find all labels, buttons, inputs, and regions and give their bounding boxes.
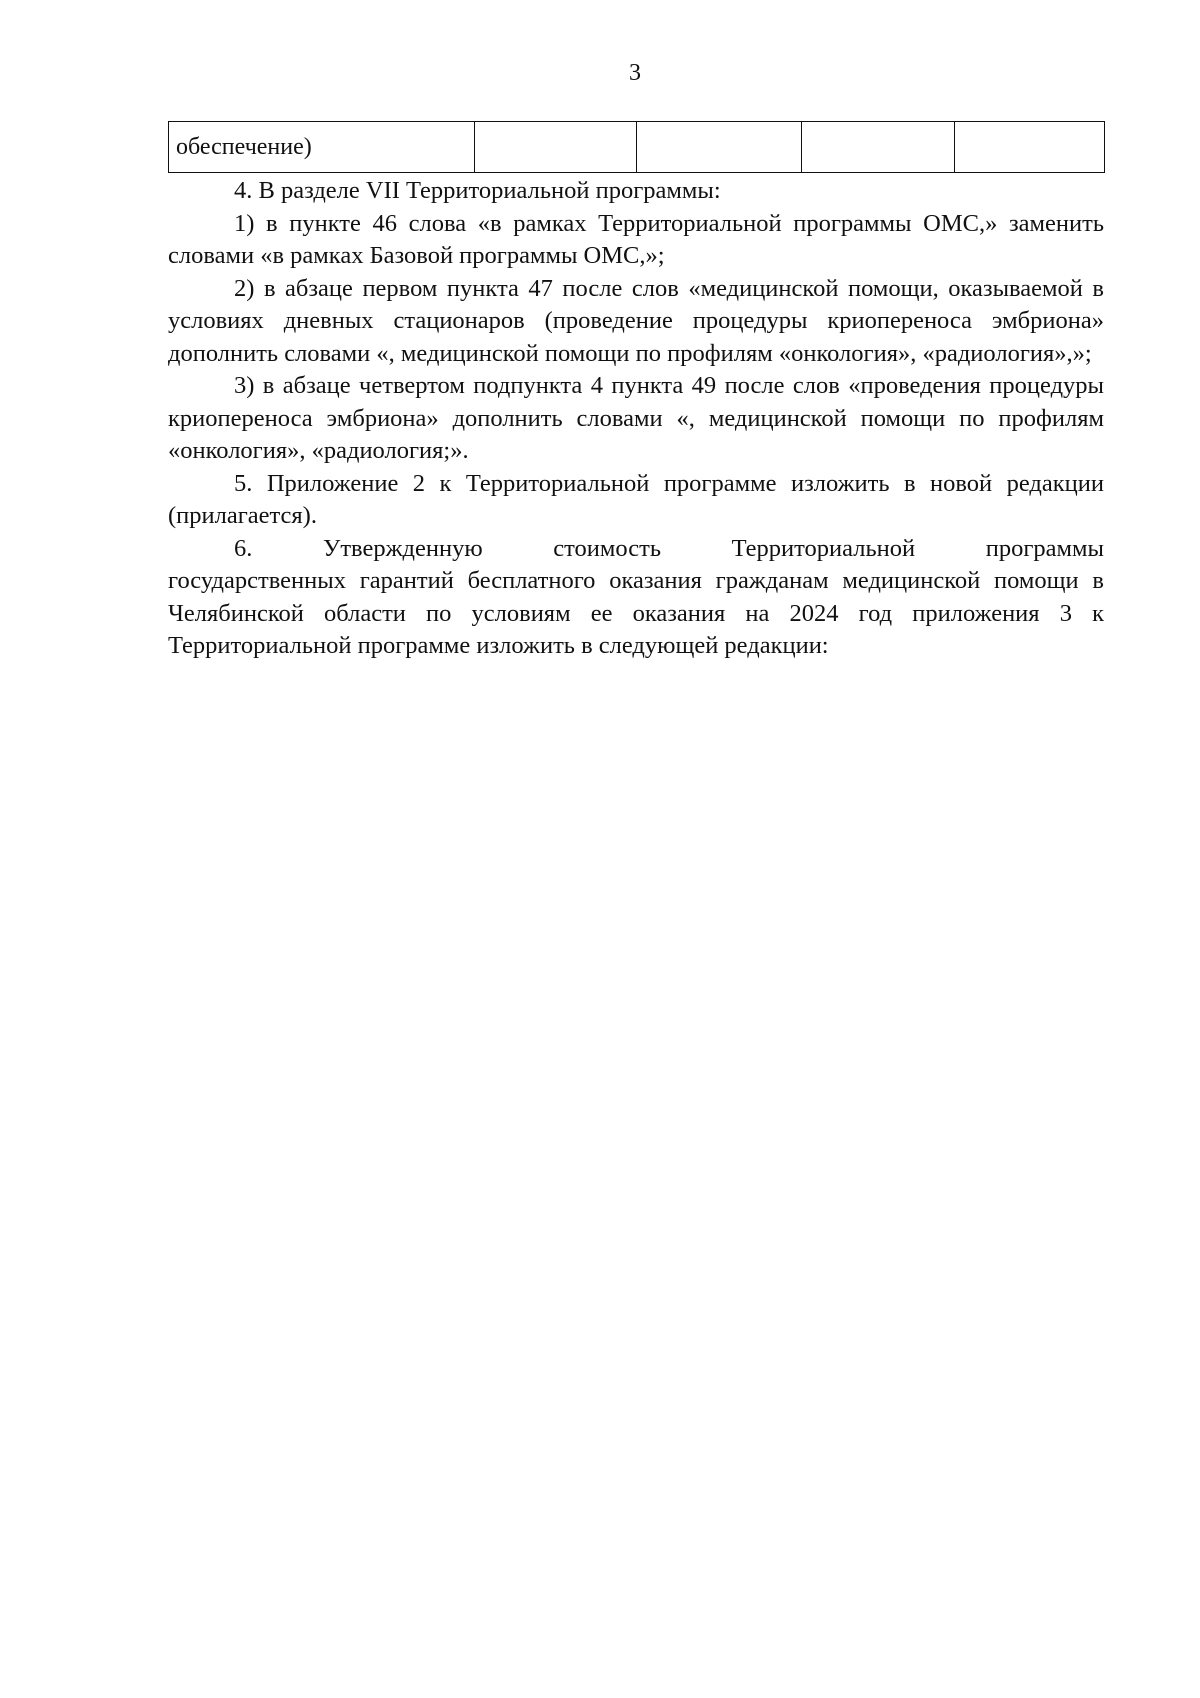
table-cell [802, 122, 955, 173]
word: программы [985, 534, 1104, 562]
word: стоимость [553, 534, 661, 562]
paragraph-item-2: 2) в абзаце первом пункта 47 после слов «медицинской помощи, оказываемой в условиях дневных стационаров (проведение процедуры криопереноса эмбриона» дополнить словами «, медицинской помощи по профилям «онкология», «радиология»,»; [168, 274, 1104, 367]
document-body [168, 175, 1104, 663]
word: Территориальной [731, 534, 916, 562]
page-number: 3 [629, 60, 641, 86]
table-cell [475, 122, 637, 173]
word: 6. [234, 534, 253, 562]
paragraph-section-5: 5. Приложение 2 к Территориальной программе изложить в новой редакции (прилагается). [168, 469, 1104, 529]
paragraph-section-4: 4. В разделе VII Территориальной программы: [234, 177, 721, 204]
continuation-table [168, 121, 1105, 173]
paragraph-section-6-first-line [168, 533, 1104, 566]
paragraph-section-6-rest: государственных гарантий бесплатного оказания гражданам медицинской помощи в Челябинской области по условиям ее оказания на 2024 год приложения 3 к Территориальной программе изложить в следующей редакции: [168, 567, 1104, 659]
table-row [169, 122, 1105, 173]
word: Утвержденную [322, 534, 483, 562]
table-cell: обеспечение) [169, 122, 475, 173]
table-cell [955, 122, 1105, 173]
paragraph-item-1: 1) в пункте 46 слова «в рамках Территориальной программы ОМС,» заменить словами «в рамках Базовой программы ОМС,»; [168, 209, 1104, 269]
paragraph-item-3: 3) в абзаце четвертом подпункта 4 пункта 49 после слов «проведения процедуры криопереноса эмбриона» дополнить словами «, медицинской помощи по профилям «онкология», «радиология;». [168, 372, 1104, 464]
table-cell [637, 122, 802, 173]
